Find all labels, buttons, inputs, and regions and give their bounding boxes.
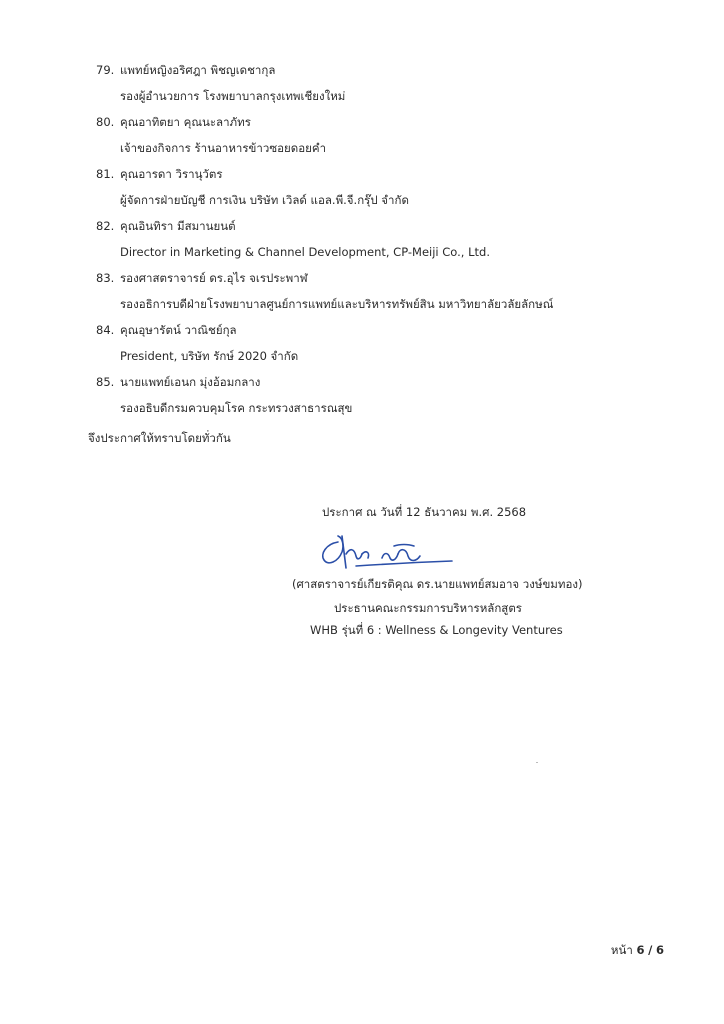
list-item <box>96 166 656 218</box>
entry-name: คุณอุษารัตน์ วาณิชย์กุล <box>120 323 237 337</box>
entry-name: นายแพทย์เอนก มุ่งอ้อมกลาง <box>120 375 261 389</box>
entry-title: รองอธิการบดีฝ่ายโรงพยาบาลศูนย์การแพทย์และบริหารทรัพย์สิน มหาวิทยาลัยวลัยลักษณ์ <box>120 297 554 311</box>
entry-title: รองอธิบดีกรมควบคุมโรค กระทรวงสาธารณสุข <box>120 401 353 415</box>
entry-name: คุณอาทิตยา คุณนะลาภัทร <box>120 115 251 129</box>
list-item <box>96 374 656 426</box>
entry-name: คุณอินทิรา มีสมานยนต์ <box>120 219 236 233</box>
entry-name: แพทย์หญิงอริศฎา พิชญเดชากุล <box>120 63 276 77</box>
entry-title: President, บริษัท รักษ์ 2020 จำกัด <box>120 349 299 363</box>
entry-title: รองผู้อำนวยการ โรงพยาบาลกรุงเทพเชียงใหม่ <box>120 89 346 103</box>
page-label: หน้า <box>610 943 633 957</box>
entry-number: 82. <box>96 219 115 233</box>
page-current: 6 <box>636 943 645 957</box>
program-name: WHB รุ่นที่ 6 : Wellness & Longevity Ventures <box>310 623 563 637</box>
entry-number: 85. <box>96 375 115 389</box>
entry-title: ผู้จัดการฝ่ายบัญชี การเงิน บริษัท เวิลด์ แอล.พี.จี.กรุ๊ป จำกัด <box>120 193 409 207</box>
member-list <box>96 62 656 426</box>
entry-number: 80. <box>96 115 115 129</box>
entry-name: รองศาสตราจารย์ ดร.อุไร จเรประพาฬ <box>120 271 308 285</box>
entry-title: Director in Marketing & Channel Development, CP-Meiji Co., Ltd. <box>120 245 490 259</box>
page-total: 6 <box>655 943 664 957</box>
list-item <box>96 62 656 114</box>
signatory-name: (ศาสตราจารย์เกียรติคุณ ดร.นายแพทย์สมอาจ วงษ์ขมทอง) <box>292 577 583 591</box>
signature-image <box>316 528 456 572</box>
list-item <box>96 218 656 270</box>
announcement-date: ประกาศ ณ วันที่ 12 ธันวาคม พ.ศ. 2568 <box>322 505 527 519</box>
entry-number: 83. <box>96 271 115 285</box>
signatory-role: ประธานคณะกรรมการบริหารหลักสูตร <box>334 601 522 615</box>
entry-title: เจ้าของกิจการ ร้านอาหารข้าวซอยดอยคำ <box>120 141 327 155</box>
list-item <box>96 114 656 166</box>
entry-number: 79. <box>96 63 115 77</box>
announcement-text: จึงประกาศให้ทราบโดยทั่วกัน <box>88 431 231 445</box>
page-separator: / <box>648 943 653 957</box>
entry-name: คุณอารดา วิรานุวัตร <box>120 167 223 181</box>
entry-number: 81. <box>96 167 115 181</box>
list-item <box>96 270 656 322</box>
list-item <box>96 322 656 374</box>
entry-number: 84. <box>96 323 115 337</box>
page-number <box>611 942 664 958</box>
scan-speck <box>536 762 538 763</box>
